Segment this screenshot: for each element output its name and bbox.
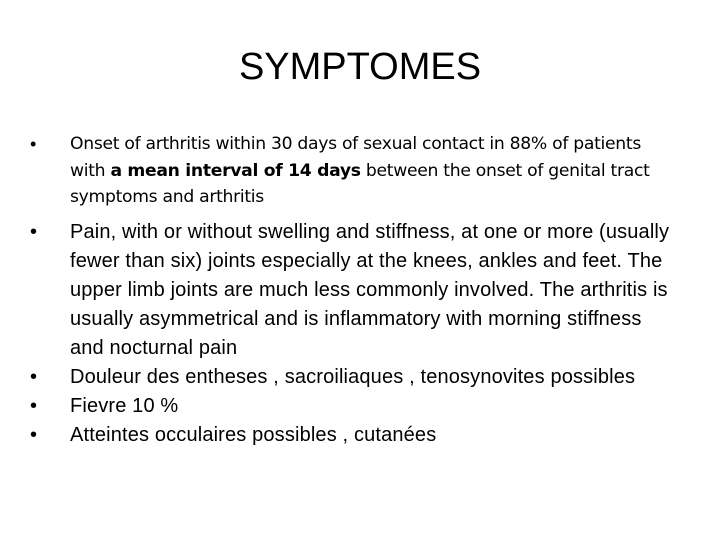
bullet-text: Pain, with or without swelling and stiffness, at one or more (usually fewer than six) joints especially at the knees, ankles and feet. The upper limb joints are much less commonly involved. The arthritis is usually asymmetrical and is inflammatory with morning stiffness and nocturnal pain [70,220,670,359]
slide-title: SYMPTOMES [238,46,482,88]
bullet-dot-icon: • [30,365,38,388]
bullet-item-fievre [30,392,680,421]
bullet-text: Douleur des entheses , sacroiliaques , tenosynovites possibles [70,365,636,388]
bullet-item-douleur [30,363,680,392]
bullet-list [30,131,680,450]
bullet-dot-icon: • [30,394,38,417]
bullet-text-before: Onset of arthritis within 30 days of sexual contact in 88% of patients with [70,134,641,181]
bullet-dot-icon: • [30,220,38,243]
bullet-text-bold: a mean interval of 14 days [110,160,361,181]
bullet-text-after: between the onset of genital tract symptoms and arthritis [70,160,650,207]
bullet-item-atteintes [30,421,680,450]
bullet-item-pain [30,218,680,363]
bullet-text: Atteintes occulaires possibles , cutanées [70,423,437,446]
bullet-dot-icon: • [30,423,38,446]
bullet-item-onset [30,131,680,211]
bullet-dot-icon: • [30,134,37,154]
bullet-text: Fievre 10 % [70,394,179,417]
